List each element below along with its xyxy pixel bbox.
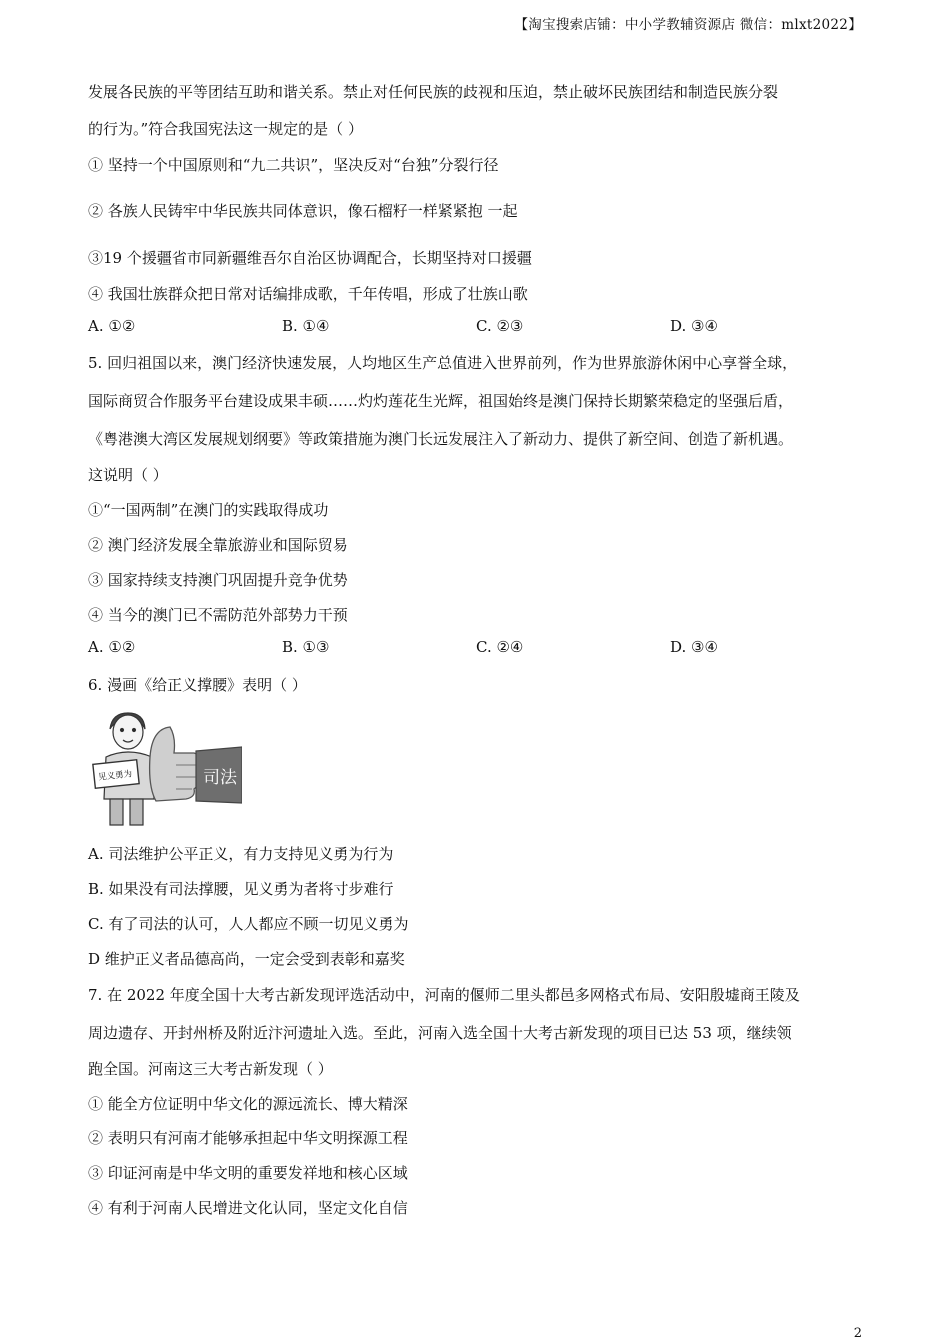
cartoon-sleeve-text: 司法 [203,768,237,788]
q5-stem-line1: 5. 回归祖国以来，澳门经济快速发展，人均地区生产总值进入世界前列，作为世界旅游休闲中心享誉全球， [88,354,798,372]
q5-item-4: ④ 当今的澳门已不需防范外部势力干预 [88,606,348,624]
q5-option-c[interactable]: C. ②④ [476,638,524,656]
q4-item-4: ④ 我国壮族群众把日常对话编排成歌，千年传唱，形成了壮族山歌 [88,285,528,303]
q4-option-a[interactable]: A. ①② [88,317,136,335]
q7-stem-line1: 7. 在 2022 年度全国十大考古新发现评选活动中，河南的偃师二里头都邑多网格式布局、安阳殷墟商王陵及 [88,986,800,1004]
q7-item-2: ② 表明只有河南才能够承担起中华文明探源工程 [88,1129,408,1147]
q4-item-3: ③19 个援疆省市同新疆维吾尔自治区协调配合，长期坚持对口援疆 [88,249,532,267]
q7-item-4: ④ 有利于河南人民增进文化认同，坚定文化自信 [88,1199,408,1217]
q5-item-3: ③ 国家持续支持澳门巩固提升竞争优势 [88,571,348,589]
cartoon-sleeve [196,747,242,803]
thumbs-up-icon [150,727,202,801]
q5-option-b[interactable]: B. ①③ [282,638,330,656]
q6-option-c[interactable]: C. 有了司法的认可，人人都应不顾一切见义勇为 [88,915,409,933]
cartoon-sign-text: 见义勇为 [97,769,133,783]
q5-option-d[interactable]: D. ③④ [670,638,718,656]
q4-option-b[interactable]: B. ①④ [282,317,330,335]
q5-option-a[interactable]: A. ①② [88,638,136,656]
q7-stem-line3: 跑全国。河南这三大考古新发现（ ） [88,1060,333,1078]
q6-option-a[interactable]: A. 司法维护公平正义，有力支持见义勇为行为 [88,845,394,863]
q6-stem: 6. 漫画《给正义撑腰》表明（ ） [88,676,307,694]
page-number: 2 [853,1326,862,1341]
q7-item-3: ③ 印证河南是中华文明的重要发祥地和核心区域 [88,1164,408,1182]
cartoon-image [90,707,242,829]
q7-stem-line2: 周边遗存、开封州桥及附近汴河遗址入选。至此，河南入选全国十大考古新发现的项目已达 53 项，继续领 [88,1024,792,1042]
q4-stem-line2: 的行为。”符合我国宪法这一规定的是（ ） [88,120,363,138]
q6-option-b[interactable]: B. 如果没有司法撑腰，见义勇为者将寸步难行 [88,880,394,898]
q4-stem-line1: 发展各民族的平等团结互助和谐关系。禁止对任何民族的歧视和压迫，禁止破坏民族团结和制造民族分裂 [88,83,779,101]
q5-stem-line2: 国际商贸合作服务平台建设成果丰硕……灼灼莲花生光辉，祖国始终是澳门保持长期繁荣稳定的坚强后盾， [88,392,794,410]
q5-stem-line3: 《粤港澳大湾区发展规划纲要》等政策措施为澳门长远发展注入了新动力、提供了新空间、创造了新机遇。 [88,430,794,448]
cartoon-sign [93,760,139,788]
q4-item-2: ② 各族人民铸牢中华民族共同体意识，像石榴籽一样紧紧抱 一起 [88,202,518,220]
q5-stem-line4: 这说明（ ） [88,466,168,484]
q6-option-d[interactable]: D 维护正义者品德高尚，一定会受到表彰和嘉奖 [88,950,405,968]
q7-item-1: ① 能全方位证明中华文化的源远流长、博大精深 [88,1095,408,1113]
q5-item-1: ①“一国两制”在澳门的实践取得成功 [88,501,329,519]
q4-option-c[interactable]: C. ②③ [476,317,524,335]
q5-item-2: ② 澳门经济发展全靠旅游业和国际贸易 [88,536,348,554]
q4-option-d[interactable]: D. ③④ [670,317,718,335]
q4-item-1: ① 坚持一个中国原则和“九二共识”，坚决反对“台独”分裂行径 [88,156,499,174]
page-header: 【淘宝搜索店铺：中小学教辅资源店 微信：mlxt2022】 [514,17,862,33]
